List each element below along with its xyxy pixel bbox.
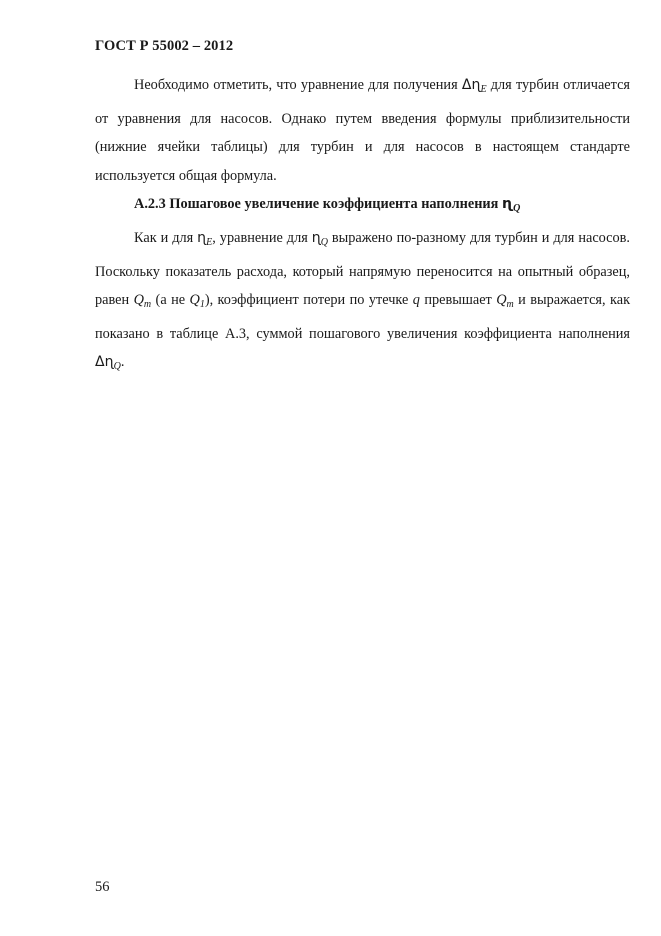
page-number: 56 xyxy=(95,879,110,895)
text-span: Необходимо отметить, что уравнение для получения xyxy=(134,77,462,93)
section-heading xyxy=(95,190,630,224)
variable-q-small: q xyxy=(412,292,420,309)
document-header: ГОСТ Р 55002 – 2012 xyxy=(95,38,234,54)
delta-symbol: Δ xyxy=(461,77,472,93)
subscript-1: 1 xyxy=(199,299,205,311)
subscript-q: Q xyxy=(320,236,328,248)
subscript-e: E xyxy=(206,236,213,248)
variable-q-capital: Q xyxy=(189,292,200,309)
eta-symbol: ɳ xyxy=(104,354,114,371)
variable-q-capital: Q xyxy=(133,292,144,309)
eta-symbol: ɳ xyxy=(471,77,481,93)
text-span: для турбин отличается от уравнения для насосов. Однако путем введения формулы приблизительности (нижние ячейки таблицы) для турбин и для насосов в настоящем стандарте используется общая формула. xyxy=(95,77,630,184)
document-body xyxy=(95,71,630,382)
subscript-e: E xyxy=(480,84,487,95)
text-span: и выражается, как показано в таблице А.3, суммой пошагового увеличения коэффициента наполнения xyxy=(95,292,631,342)
subscript-q: Q xyxy=(513,203,521,215)
paragraph-formula-note xyxy=(95,71,630,190)
text-span: ), коэффициент потери по утечке xyxy=(204,292,413,309)
eta-symbol: ɳ xyxy=(311,229,321,246)
eta-symbol: ɳ xyxy=(197,229,207,246)
subscript-m: m xyxy=(506,299,514,311)
text-span: . xyxy=(120,354,125,371)
text-span: (а не xyxy=(151,292,190,309)
delta-symbol: Δ xyxy=(95,354,105,371)
text-span: выражено по-разному для турбин и для насосов. Поскольку показатель расхода, который напрямую переносится на опытный образец, равен xyxy=(95,229,630,309)
text-span: превышает xyxy=(419,292,497,309)
text-span: Как и для xyxy=(134,229,198,246)
heading-text: А.2.3 Пошаговое увеличение коэффициента наполнения xyxy=(134,196,502,213)
paragraph-leakage xyxy=(95,224,630,382)
subscript-m: m xyxy=(143,299,152,311)
eta-symbol: ɳ xyxy=(501,196,514,213)
subscript-q: Q xyxy=(113,361,121,373)
text-span: , уравнение для xyxy=(212,229,312,246)
variable-q-capital: Q xyxy=(496,292,507,309)
